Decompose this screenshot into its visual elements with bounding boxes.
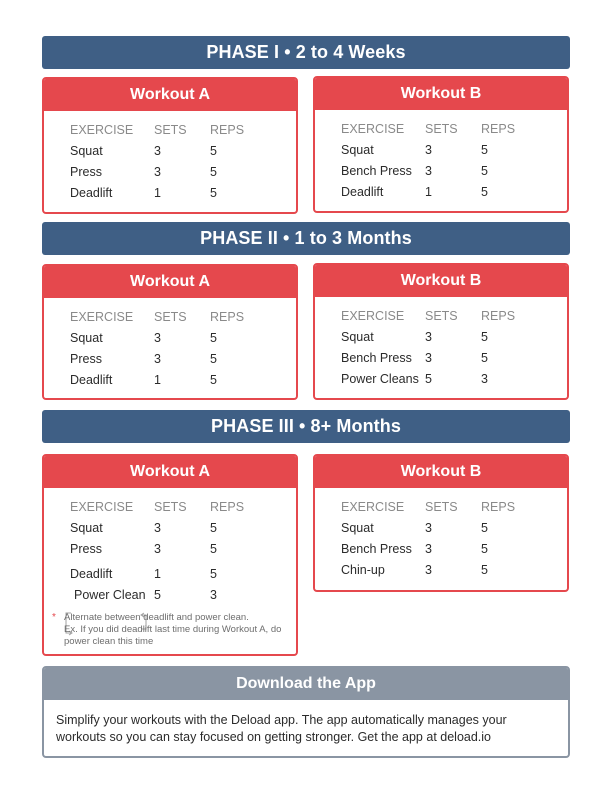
sets-col-header: SETS — [425, 499, 458, 514]
note-line-2: Ex. If you did deadlift last time during Workout A, do — [64, 624, 282, 635]
sets-value: 1 — [154, 185, 161, 200]
table-row — [341, 559, 541, 580]
reps-value: 5 — [210, 164, 217, 179]
sets-value: 3 — [425, 541, 432, 556]
reps-col-header: REPS — [481, 499, 516, 514]
sets-value: 3 — [425, 562, 432, 577]
sets-col-header: SETS — [425, 121, 458, 136]
table-row — [341, 517, 541, 538]
exercise-table — [341, 305, 541, 389]
table-row — [341, 181, 541, 202]
table-row — [70, 348, 270, 369]
download-app-title: Download the App — [44, 668, 568, 700]
exercise-table — [70, 306, 270, 390]
exercise-name: Squat — [70, 330, 103, 345]
sets-value: 3 — [425, 163, 432, 178]
exercise-name: Press — [70, 541, 102, 556]
reps-value: 5 — [481, 184, 488, 199]
table-row — [70, 161, 270, 182]
alternate-note — [52, 612, 292, 648]
reps-col-header: REPS — [210, 499, 245, 514]
reps-value: 5 — [210, 351, 217, 366]
reps-value: 5 — [481, 329, 488, 344]
exercise-name: Squat — [341, 520, 374, 535]
download-app-text — [44, 700, 568, 746]
workout-title: Workout A — [44, 266, 296, 298]
reps-col-header: REPS — [210, 309, 245, 324]
exercise-name: Press — [70, 164, 102, 179]
exercise-name: Squat — [70, 143, 103, 158]
table-row — [341, 368, 541, 389]
phase-3-workout-b-card — [313, 454, 569, 592]
table-row — [341, 160, 541, 181]
exercise-name: Bench Press — [341, 350, 412, 365]
reps-value: 5 — [481, 520, 488, 535]
exercise-table — [341, 118, 541, 202]
note-line-3: power clean this time — [64, 636, 154, 647]
exercise-table-wrap — [44, 496, 296, 605]
sets-value: 3 — [154, 541, 161, 556]
sets-value: 1 — [154, 566, 161, 581]
sets-value: 3 — [425, 520, 432, 535]
reps-col-header: REPS — [481, 121, 516, 136]
reps-value: 5 — [210, 541, 217, 556]
table-row — [341, 538, 541, 559]
download-app-line-2: workouts so you can stay focused on getting stronger. Get the app at deload.io — [56, 730, 491, 744]
workout-title: Workout B — [315, 78, 567, 110]
download-app-box — [42, 666, 570, 758]
sets-value: 3 — [154, 330, 161, 345]
exercise-name: Deadlift — [341, 184, 384, 199]
reps-value: 5 — [210, 566, 217, 581]
note-marker: * — [52, 612, 56, 623]
phase-2-title: PHASE II • 1 to 3 Months — [200, 228, 412, 248]
phase-1-header — [42, 36, 570, 69]
exercise-col-header: EXERCISE — [70, 499, 134, 514]
phase-1-title: PHASE I • 2 to 4 Weeks — [206, 42, 406, 62]
exercise-table — [70, 119, 270, 203]
reps-value: 3 — [481, 371, 488, 386]
exercise-col-header: EXERCISE — [70, 309, 134, 324]
reps-value: 5 — [481, 142, 488, 157]
exercise-name: Squat — [341, 329, 374, 344]
exercise-table — [70, 496, 270, 605]
exercise-name: Deadlift — [70, 372, 113, 387]
sets-value: 5 — [425, 371, 432, 386]
reps-value: 3 — [210, 587, 217, 602]
exercise-col-header: EXERCISE — [341, 121, 405, 136]
exercise-name: Bench Press — [341, 541, 412, 556]
workout-title: Workout B — [315, 456, 567, 488]
sets-value: 3 — [425, 142, 432, 157]
exercise-name: Chin-up — [341, 562, 385, 577]
download-app-line-1: Simplify your workouts with the Deload app. The app automatically manages your — [56, 713, 507, 727]
table-row — [70, 584, 270, 605]
sets-value: 3 — [425, 350, 432, 365]
exercise-col-header: EXERCISE — [341, 499, 405, 514]
exercise-name: Deadlift — [70, 566, 113, 581]
reps-col-header: REPS — [481, 308, 516, 323]
exercise-name: Press — [70, 351, 102, 366]
reps-value: 5 — [210, 520, 217, 535]
table-row — [70, 327, 270, 348]
phase-1-workout-a-card — [42, 77, 298, 214]
workout-title: Workout A — [44, 456, 296, 488]
sets-col-header: SETS — [154, 122, 187, 137]
exercise-col-header: EXERCISE — [341, 308, 405, 323]
sets-value: 5 — [154, 587, 161, 602]
phase-2-header — [42, 222, 570, 255]
sets-col-header: SETS — [425, 308, 458, 323]
exercise-name: Deadlift — [70, 185, 113, 200]
sets-col-header: SETS — [154, 499, 187, 514]
exercise-name: Bench Press — [341, 163, 412, 178]
exercise-name: Power Cleans — [341, 371, 419, 386]
phase-2-workout-b-card — [313, 263, 569, 400]
table-row — [70, 538, 270, 559]
exercise-col-header: EXERCISE — [70, 122, 134, 137]
exercise-name: Squat — [70, 520, 103, 535]
sets-value: 3 — [154, 520, 161, 535]
sets-value: 3 — [154, 351, 161, 366]
exercise-name: Power Clean — [74, 587, 146, 602]
reps-value: 5 — [481, 562, 488, 577]
sets-value: 3 — [154, 143, 161, 158]
reps-value: 5 — [481, 541, 488, 556]
phase-3-title: PHASE III • 8+ Months — [211, 416, 401, 436]
workout-title: Workout B — [315, 265, 567, 297]
exercise-table — [341, 496, 541, 580]
sets-value: 1 — [425, 184, 432, 199]
reps-value: 5 — [481, 350, 488, 365]
table-row — [341, 347, 541, 368]
reps-value: 5 — [481, 163, 488, 178]
table-row — [341, 326, 541, 347]
table-row — [70, 140, 270, 161]
phase-3-workout-a-card — [42, 454, 298, 656]
phase-1-workout-b-card — [313, 76, 569, 213]
exercise-name: Squat — [341, 142, 374, 157]
phase-2-workout-a-card — [42, 264, 298, 400]
sets-value: 3 — [425, 329, 432, 344]
reps-value: 5 — [210, 372, 217, 387]
sets-col-header: SETS — [154, 309, 187, 324]
workout-title: Workout A — [44, 79, 296, 111]
table-row — [70, 369, 270, 390]
phase-3-header — [42, 410, 570, 443]
table-row — [70, 517, 270, 538]
table-row — [70, 182, 270, 203]
reps-value: 5 — [210, 185, 217, 200]
table-row — [341, 139, 541, 160]
reps-value: 5 — [210, 143, 217, 158]
sets-value: 1 — [154, 372, 161, 387]
reps-col-header: REPS — [210, 122, 245, 137]
table-row — [70, 563, 270, 584]
sets-value: 3 — [154, 164, 161, 179]
note-line-1: Alternate between deadlift and power clean. — [64, 612, 249, 623]
reps-value: 5 — [210, 330, 217, 345]
